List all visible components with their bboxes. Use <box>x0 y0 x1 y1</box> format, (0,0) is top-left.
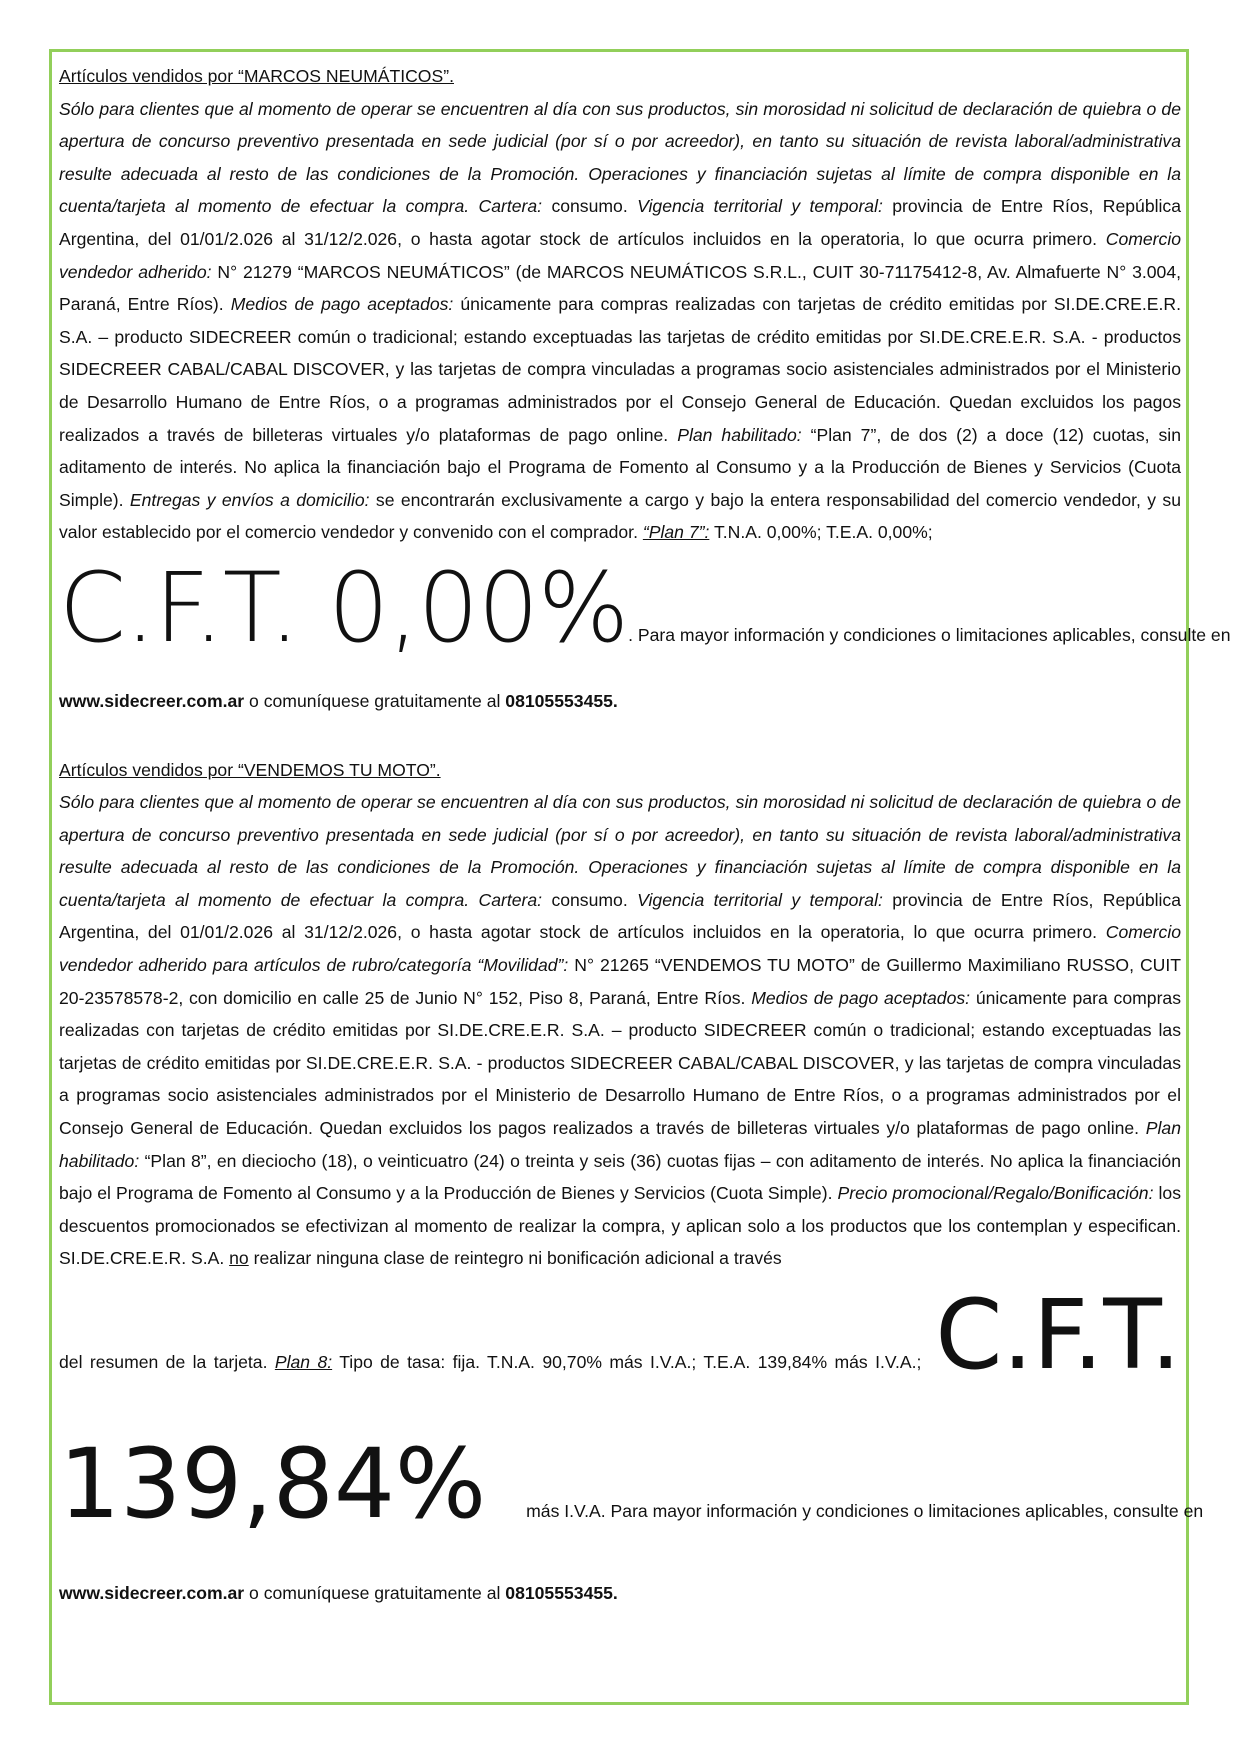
precio-label: Precio promocional/Regalo/Bonificación: <box>837 1183 1154 1204</box>
document-content <box>59 60 1231 1610</box>
website-link[interactable]: www.sidecreer.com.ar <box>59 1583 245 1603</box>
rates-text: T.N.A. 0,00%; T.E.A. 0,00%; <box>713 522 933 543</box>
cft-tail-text: . Para mayor información y condiciones o limitaciones aplicables, consulte en <box>628 624 1231 645</box>
medios-value: únicamente para compras realizadas con tarjetas de crédito emitidas por SI.DE.CRE.E.R. S.A. – producto SIDECREER común o tradicional; estando exceptuadas las tarjetas de crédito emitidas por SI.DE.CRE.E.R. S.A. - productos SIDECREER CABAL/CABAL DISCOVER, y las tarjetas de compra vinculadas a programas socio asistenciales administrados por el Ministerio de Desarrollo Humano de Entre Ríos, o a programas administrados por el Consejo General de Educación. Quedan excluidos los pagos realizados a través de billeteras virtuales y/o plataformas de pago online. <box>59 294 1182 445</box>
phone-number: 08105553455. <box>505 690 618 711</box>
cft-line <box>59 549 1231 667</box>
section-vendemos-tu-moto <box>59 754 1204 1610</box>
plan7-label: “Plan 7”: <box>642 522 710 543</box>
rates-text: Tipo de tasa: fija. T.N.A. 90,70% más I.V.A.; T.E.A. 139,84% más I.V.A.; <box>339 1352 922 1372</box>
comercio-label: Comercio vendedor adherido: <box>59 228 1182 282</box>
cft-tail-text: más I.V.A. Para mayor información y condiciones o limitaciones aplicables, consulte en <box>526 1501 1204 1521</box>
website-link[interactable]: www.sidecreer.com.ar <box>59 690 245 711</box>
comercio-label: Comercio vendedor adherido para artículos de rubro/categoría “Movilidad”: <box>59 922 1182 976</box>
cartera-label: Cartera: <box>478 196 543 217</box>
entregas-label: Entregas y envíos a domicilio: <box>129 489 370 510</box>
precio-value: los descuentos promocionados se efectivizan al momento de realizar la compra, y aplican solo a los productos que los contemplan y especifican. SI.DE.CRE.E.R. S.A. <box>59 1183 1181 1269</box>
comercio-value: N° 21279 “MARCOS NEUMÁTICOS” (de MARCOS NEUMÁTICOS S.R.L., CUIT 30-71175412-8, Av. Almafuerte N° 3.004, Paraná, Entre Ríos). <box>59 261 1181 315</box>
contact-text: o comuníquese gratuitamente al <box>244 690 506 711</box>
intro-text: Sólo para clientes que al momento de operar se encuentren al día con sus productos, sin morosidad ni solicitud de declaración de quiebra o de apertura de concurso preventivo presentada en sede judicial (por sí o por acreedor), en tanto su situación de revista laboral/administrativa resulte adecuada al resto de las condiciones de la Promoción. Operaciones y financiación sujetas al límite de compra disponible en la cuenta/tarjeta al momento de efectuar la compra. <box>59 98 1181 217</box>
medios-label: Medios de pago aceptados: <box>230 294 454 315</box>
cft-line-value <box>59 1409 1204 1559</box>
cartera-value: consumo. <box>551 196 628 217</box>
contact-line <box>59 1577 1181 1610</box>
plan-label: Plan habilitado: <box>59 1118 1181 1171</box>
plan-label: Plan habilitado: <box>677 424 802 445</box>
resumen-text: del resumen de la tarjeta. <box>59 1352 268 1372</box>
vigencia-value: provincia de Entre Ríos, República Argentina, del 01/01/2.026 al 31/12/2.026, o hasta agotar stock de artículos incluidos en la operatoria, lo que ocurra primero. <box>59 196 1182 249</box>
intro-text: Sólo para clientes que al momento de operar se encuentren al día con sus productos, sin morosidad ni solicitud de declaración de quiebra o de apertura de concurso preventivo presentada en sede judicial (por sí o por acreedor), en tanto su situación de revista laboral/administrativa resulte adecuada al resto de las condiciones de la Promoción. Operaciones y financiación sujetas al límite de compra disponible en la cuenta/tarjeta al momento de efectuar la compra. <box>59 792 1181 910</box>
plan8-label: Plan 8: <box>274 1352 333 1372</box>
vigencia-label: Vigencia territorial y temporal: <box>637 196 883 217</box>
cartera-value: consumo. <box>551 889 628 910</box>
no-word: no <box>229 1248 249 1269</box>
plan-value: “Plan 7”, de dos (2) a doce (12) cuotas, sin aditamento de interés. No aplica la financiación bajo el Programa de Fomento al Consumo y a la Producción de Bienes y Servicios (Cuota Simple). <box>59 424 1181 510</box>
section-marcos-neumaticos <box>59 60 1231 718</box>
cft-value-large: 139,84% <box>59 1428 487 1540</box>
section-heading: Artículos vendidos por “MARCOS NEUMÁTICOS”. <box>59 66 454 86</box>
contact-text: o comuníquese gratuitamente al <box>244 1583 506 1603</box>
vigencia-label: Vigencia territorial y temporal: <box>637 889 883 910</box>
medios-label: Medios de pago aceptados: <box>751 987 971 1008</box>
precio-value-continued: realizar ninguna clase de reintegro ni bonificación adicional a través <box>253 1248 782 1269</box>
section-body <box>59 93 1181 549</box>
vigencia-value: provincia de Entre Ríos, República Argentina, del 01/01/2.026 al 31/12/2.026, o hasta agotar stock de artículos incluidos en la operatoria, lo que ocurra primero. <box>59 889 1182 943</box>
cartera-label: Cartera: <box>478 889 543 910</box>
plan-value: “Plan 8”, en dieciocho (18), o veinticuatro (24) o treinta y seis (36) cuotas fijas – con aditamento de interés. No aplica la financiación bajo el Programa de Fomento al Consumo y a la Producción de Bienes y Servicios (Cuota Simple). <box>59 1150 1182 1204</box>
contact-line <box>59 685 1181 718</box>
cft-label-large: C.F.T. <box>935 1279 1181 1391</box>
phone-number: 08105553455. <box>505 1583 618 1603</box>
rates-line <box>59 1346 921 1379</box>
cft-line-label <box>59 1275 1181 1395</box>
comercio-value: N° 21265 “VENDEMOS TU MOTO” de Guillermo Maximiliano RUSSO, CUIT 20-23578578-2, con domicilio en calle 25 de Junio N° 152, Piso 8, Paraná, Entre Ríos. <box>59 955 1182 1008</box>
medios-value: únicamente para compras realizadas con tarjetas de crédito emitidas por SI.DE.CRE.E.R. S.A. – producto SIDECREER común o tradicional; estando exceptuadas las tarjetas de crédito emitidas por SI.DE.CRE.E.R. S.A. - productos SIDECREER CABAL/CABAL DISCOVER, y las tarjetas de compra vinculadas a programas socio asistenciales administrados por el Ministerio de Desarrollo Humano de Entre Ríos, o a programas administrados por el Consejo General de Educación. Quedan excluidos los pagos realizados a través de billeteras virtuales y/o plataformas de pago online. <box>59 987 1182 1139</box>
cft-value-large: C.F.T. 0,00% <box>59 551 629 664</box>
section-heading: Artículos vendidos por “VENDEMOS TU MOTO”. <box>59 759 441 780</box>
section-body <box>59 786 1181 1275</box>
entregas-value: se encontrarán exclusivamente a cargo y bajo la entera responsabilidad del comercio vendedor, y su valor establecido por el comercio vendedor y convenido con el comprador. <box>59 489 1182 543</box>
